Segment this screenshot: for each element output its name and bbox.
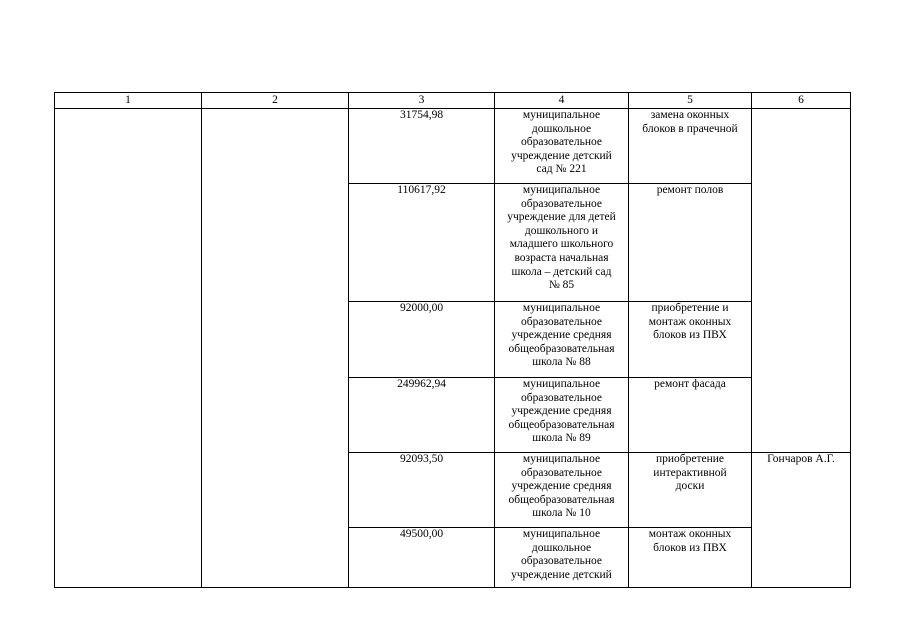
work-description: приобретение интерактивной доски (653, 453, 727, 493)
work-description: монтаж оконных блоков из ПВХ (648, 528, 732, 554)
column-1-cell (55, 109, 202, 588)
work-cell (629, 528, 752, 588)
work-cell (629, 453, 752, 528)
work-cell (629, 378, 752, 453)
column-number-row (55, 93, 851, 109)
budget-table (54, 92, 851, 588)
amount-value: 31754,98 (399, 109, 444, 121)
work-description: замена оконных блоков в прачечной (642, 109, 738, 135)
amount-cell (349, 109, 495, 184)
column-number-2: 2 (202, 93, 349, 109)
responsible-cell-empty (752, 109, 851, 453)
work-description: ремонт полов (656, 184, 724, 196)
column-number-6: 6 (752, 93, 851, 109)
amount-cell (349, 453, 495, 528)
work-description: ремонт фасада (654, 378, 726, 390)
institution-name: муниципальное дошкольное образовательное учреждение детский (511, 528, 612, 581)
column-2-cell (202, 109, 349, 588)
amount-value: 110617,92 (397, 184, 446, 196)
column-number-5: 5 (629, 93, 752, 109)
institution-name: муниципальное образовательное учреждение для детей дошкольного и младшего школьного возраста начальная школа – детский сад № 85 (507, 184, 616, 292)
amount-value: 49500,00 (399, 528, 444, 540)
institution-cell (495, 378, 629, 453)
responsible-person: Гончаров А.Г. (767, 453, 835, 465)
column-number-1: 1 (55, 93, 202, 109)
amount-cell (349, 378, 495, 453)
column-number-4: 4 (495, 93, 629, 109)
institution-cell (495, 184, 629, 302)
amount-cell (349, 528, 495, 588)
amount-cell (349, 184, 495, 302)
column-number-3: 3 (349, 93, 495, 109)
table-row (55, 109, 851, 184)
work-description: приобретение и монтаж оконных блоков из ПВХ (648, 302, 732, 342)
institution-name: муниципальное образовательное учреждение средняя общеобразовательная школа № 88 (508, 302, 615, 369)
work-cell (629, 184, 752, 302)
institution-name: муниципальное образовательное учреждение средняя общеобразовательная школа № 89 (508, 378, 615, 445)
amount-value: 249962,94 (397, 378, 446, 390)
amount-value: 92093,50 (399, 453, 444, 465)
work-cell (629, 302, 752, 378)
responsible-cell (752, 453, 851, 588)
institution-name: муниципальное образовательное учреждение средняя общеобразовательная школа № 10 (508, 453, 615, 520)
amount-cell (349, 302, 495, 378)
work-cell (629, 109, 752, 184)
institution-cell (495, 453, 629, 528)
institution-cell (495, 109, 629, 184)
institution-name: муниципальное дошкольное образовательное учреждение детский сад № 221 (511, 109, 612, 176)
amount-value: 92000,00 (399, 302, 444, 314)
institution-cell (495, 302, 629, 378)
institution-cell (495, 528, 629, 588)
